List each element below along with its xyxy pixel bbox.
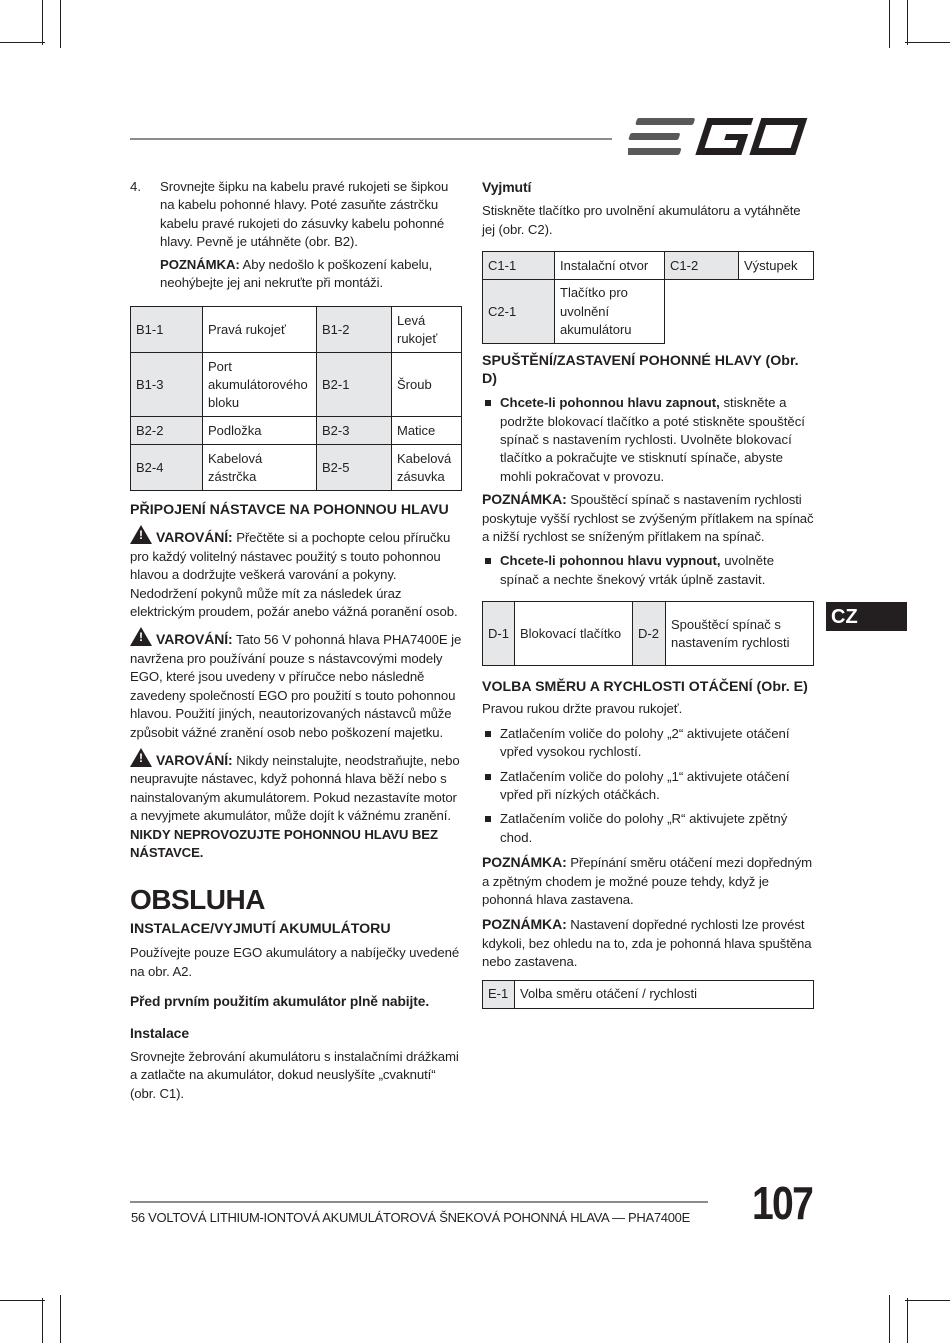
bullet-icon (485, 400, 491, 406)
bullet-text: Zatlačením voliče do polohy „R“ aktivujete zpětný chod. (500, 811, 788, 845)
part-name: Výstupek (739, 252, 814, 280)
bullet-icon (485, 731, 491, 737)
step-text: Srovnejte šipku na kabelu pravé rukojeti se šipkou na kabelu pohonné hlavy. Poté zasuňte zástrčku kabelu pravé rukojeti do zásuvky kabelu pohonné hlavy. Pevně je utáhněte (obr. B2). (160, 179, 449, 250)
bullet-bold: Chcete-li pohonnou hlavu zapnout, (500, 395, 720, 411)
part-name: Kabelová zásuvka (392, 445, 462, 491)
step-number: 4. (130, 179, 141, 194)
part-name: Levá rukojeť (392, 307, 462, 353)
note-label: POZNÁMKA: (482, 916, 567, 933)
parts-table-d (482, 601, 814, 666)
note-label: POZNÁMKA: (160, 256, 240, 272)
warning-label: VAROVÁNÍ: (156, 631, 233, 648)
language-tab (826, 602, 907, 631)
note-text: Přepínání směru otáčení mezi dopředným a zpětným chodem je možné pouze tehdy, když je pohonná hlava zastavena. (482, 855, 812, 907)
part-name: Matice (392, 417, 462, 445)
part-name: Port akumulátorového bloku (203, 353, 317, 417)
table-row (483, 602, 814, 666)
part-code: D-2 (633, 602, 666, 666)
language-label: CZ (831, 606, 858, 628)
warning-icon: ! (130, 525, 152, 544)
instalace-subheading: Instalace (130, 1024, 190, 1041)
part-name: Kabelová zástrčka (203, 445, 317, 491)
note-text: Spouštěcí spínač s nastavením rychlosti poskytuje vyšší rychlost se zvýšeným přítlakem na spínač a nižší rychlost se sníženým přítlakem na spínač. (482, 492, 814, 545)
bullet-text: Zatlačením voliče do polohy „2“ aktivujete otáčení vpřed vysokou rychlostí. (500, 725, 790, 760)
part-code: E-1 (483, 980, 515, 1008)
bullet-icon (485, 774, 491, 780)
step-4 (130, 178, 462, 292)
part-code: B2-3 (317, 417, 392, 445)
direction-bullet (482, 768, 814, 805)
crop-mark (60, 0, 61, 48)
crop-mark (42, 1298, 43, 1343)
empty-cell (665, 280, 814, 344)
bullet-icon (485, 558, 491, 564)
page-number: 107 (752, 1177, 813, 1229)
bullet-text: uvolněte spínač a nechte šnekový vrták úplně zastavit. (500, 553, 775, 587)
parts-table-b (130, 306, 462, 491)
warning-1 (130, 525, 462, 621)
part-code: B1-1 (131, 307, 203, 353)
bullet-text: Zatlačením voliče do polohy „1“ aktivujete otáčení vpřed při nízkých otáčkách. (500, 768, 790, 802)
table-row (131, 417, 462, 445)
start-heading: SPUŠTĚNÍ/ZASTAVENÍ POHONNÉ HLAVY (Obr. D) (482, 353, 799, 388)
part-code: C1-2 (665, 252, 739, 280)
crop-mark (905, 42, 950, 43)
table-row (131, 445, 462, 491)
crop-mark (0, 1300, 45, 1301)
header-rule (130, 138, 612, 140)
warning-label: VAROVÁNÍ: (156, 529, 233, 546)
footer-rule (130, 1201, 708, 1203)
direction-heading: VOLBA SMĚRU A RYCHLOSTI OTÁČENÍ (Obr. E) (482, 679, 808, 696)
footer-text: 56 VOLTOVÁ LITHIUM-IONTOVÁ AKUMULÁTOROVÁ ŠNEKOVÁ POHONNÁ HLAVA — PHA7400E (131, 1210, 690, 1225)
instalace-text: Srovnejte žebrování akumulátoru s instalačními drážkami a zatlačte na akumulátor, dokud neuslyšíte „cvaknutí“ (obr. C1). (130, 1048, 459, 1101)
bullet-bold: Chcete-li pohonnou hlavu vypnout, (500, 553, 721, 569)
part-name: Volba směru otáčení / rychlosti (515, 980, 814, 1008)
part-name: Podložka (203, 417, 317, 445)
part-name: Blokovací tlačítko (515, 602, 633, 666)
crop-mark (905, 1300, 950, 1301)
part-name: Instalační otvor (555, 252, 665, 280)
charge-note: Před prvním použitím akumulátor plně nabijte. (130, 994, 430, 1010)
crop-mark (60, 1295, 61, 1343)
table-row (483, 280, 814, 344)
crop-mark (889, 0, 890, 48)
part-code: B2-4 (131, 445, 203, 491)
direction-bullet (482, 725, 814, 762)
direction-text: Pravou rukou držte pravou rukojeť. (482, 701, 683, 717)
part-code: B2-2 (131, 417, 203, 445)
crop-mark (889, 1295, 890, 1343)
direction-note-1 (482, 853, 814, 909)
warning-icon: ! (130, 627, 152, 646)
install-heading: INSTALACE/VYJMUTÍ AKUMULÁTORU (130, 921, 391, 938)
part-code: B1-2 (317, 307, 392, 353)
note-label: POZNÁMKA: (482, 491, 567, 508)
table-row (483, 980, 814, 1008)
part-name: Spouštěcí spínač s nastavením rychlosti (666, 602, 814, 666)
bullet-icon (485, 816, 491, 822)
part-name: Šroub (392, 353, 462, 417)
crop-mark (907, 1298, 908, 1343)
note-label: POZNÁMKA: (482, 854, 567, 871)
warning-text: Nikdy neinstalujte, neodstraňujte, nebo neupravujte nástavec, když pohonná hlava běží nebo s nainstalovaným akumulátorem. Pokud nezastavíte motor a nevyjmete akumulátor, může dojít k vážnému zranění. (130, 752, 460, 824)
part-name: Tlačítko pro uvolnění akumulátoru (555, 280, 665, 344)
parts-table-e (482, 980, 814, 1009)
right-column (482, 178, 814, 1009)
warning-3 (130, 748, 462, 862)
note-text: Aby nedošlo k poškození kabelu, neohýbejte jej ani nekruťte při montáži. (160, 256, 433, 291)
left-column (130, 178, 462, 1103)
table-row (131, 353, 462, 417)
warning-text: Přečtěte si a pochopte celou příručku pro každý volitelný nástavec použitý s touto pohonnou hlavou a dodržujte veškerá varování a pokyny. Nedodržení pokynů může mít za následek úraz elektrickým proudem, požár anebo vážná poranění osob. (130, 530, 458, 620)
attach-heading: PŘIPOJENÍ NÁSTAVCE NA POHONNOU HLAVU (130, 502, 449, 519)
step-note (160, 256, 462, 293)
part-code: D-1 (483, 602, 515, 666)
direction-note-2 (482, 915, 814, 971)
warning-icon: ! (130, 748, 152, 767)
bullet-text: stiskněte a podržte blokovací tlačítko a poté stiskněte spouštěcí spínač s nastavením rychlosti. Uvolněte blokovací tlačítko a pokračujte ve stisknutí spínače, abyste mohli pokračovat v provozu. (500, 395, 805, 484)
vyjmuti-text: Stiskněte tlačítko pro uvolnění akumulátoru a vytáhněte jej (obr. C2). (482, 203, 801, 237)
crop-mark (907, 0, 908, 45)
warning-2 (130, 627, 462, 741)
install-text: Používejte pouze EGO akumulátory a nabíječky uvedené na obr. A2. (130, 945, 460, 979)
crop-mark (42, 0, 43, 45)
warning-bold-tail: NIKDY NEPROVOZUJTE POHONNOU HLAVU BEZ NÁSTAVCE. (130, 826, 438, 860)
table-row (483, 252, 814, 280)
part-code: C2-1 (483, 280, 555, 344)
obsluha-title: OBSLUHA (130, 884, 265, 916)
part-name: Pravá rukojeť (203, 307, 317, 353)
part-code: B2-1 (317, 353, 392, 417)
warning-label: VAROVÁNÍ: (156, 751, 233, 768)
start-bullet (482, 394, 814, 486)
table-row (131, 307, 462, 353)
crop-mark (0, 42, 45, 43)
part-code: B1-3 (131, 353, 203, 417)
start-note (482, 490, 814, 546)
direction-bullet (482, 810, 814, 847)
note-text: Nastavení dopředné rychlosti lze provést kdykoli, bez ohledu na to, zda je pohonná hlava spuštěna nebo zastavena. (482, 917, 812, 970)
part-code: B2-5 (317, 445, 392, 491)
ego-logo (628, 116, 814, 158)
warning-text: Tato 56 V pohonná hlava PHA7400E je navržena pro používání pouze s nástavcovými modely EGO, které jsou uvedeny v příručce nebo následně zavedeny společností EGO pro použití s touto pohonnou hlavou. Použití jiných, neautorizovaných nástavců může způsobit vážné zranění osob nebo poškození majetku. (130, 632, 462, 740)
stop-bullet (482, 552, 814, 589)
parts-table-c (482, 251, 814, 344)
vyjmuti-subheading: Vyjmutí (482, 179, 532, 195)
part-code: C1-1 (483, 252, 555, 280)
